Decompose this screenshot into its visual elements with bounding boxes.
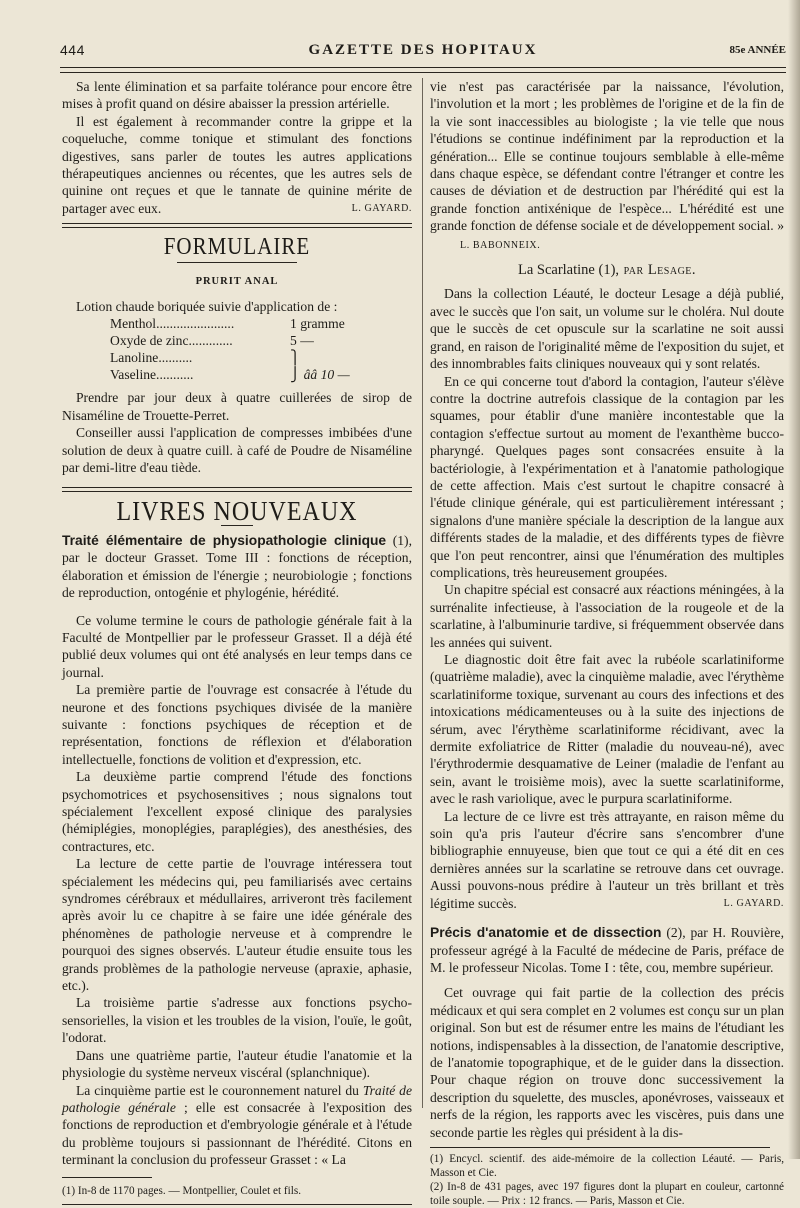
book-entry-heading: La Scarlatine (1), par Lesage. — [517, 262, 697, 279]
paragraph: Dans la collection Léauté, le docteur Lesage a déjà publié, avec le succès que l'on sait, un volume sur le choléra. Nul doute que le succès de cet opuscule sur la scarlatine ne soit aussi grand, en raison de l'originalité même de l'exposition du sujet, et des innombrables faits cliniques nouveaux qui y sont relatés. — [430, 286, 784, 372]
paragraph: La troisième partie s'adresse aux fonctions psycho-sensorielles, la vision et les troubles de la vision, l'ouïe, le goût, l'odorat. — [62, 995, 412, 1046]
footnote: (1) Encycl. scientif. des aide-mémoire de la collection Léauté. — Paris, Masson et Cie. — [430, 1152, 784, 1179]
book-title: Traité élémentaire de physiopathologie clinique — [62, 532, 387, 548]
paragraph: La première partie de l'ouvrage est consacrée à l'étude du neurone et des fonctions psychiques divisée de la manière suivante : fonctions psychiques de réception et de représentation, fonctions de réflexion et d'élaboration intellectuelle, fonctions de volition et d'expression, etc. — [62, 682, 412, 767]
prescription — [110, 315, 412, 383]
section-title-formulaire: FORMULAIRE — [163, 232, 311, 260]
subsection-title: PRURIT ANAL — [195, 275, 279, 287]
section-rule-thin — [62, 491, 412, 492]
footnote-ref: (2) — [666, 925, 683, 941]
footnote: (1) In-8 de 1170 pages. — Montpellier, Coulet et fils. — [62, 1184, 301, 1197]
paragraph: vie n'est pas caractérisée par la naissance, l'évolution, l'involution et la mort ; les problèmes de l'origine et de la fin de la vie sont inaccessibles au biologiste ; la vie telle que nous l'étudions se continue indéfiniment par la reproduction et la génération... Elle se continue toujours semblable à elle-même dans chaque espèce, se défendant contre l'étranger et contre les causes de déviation et de destruction par l'hérédité qui est la grande fonction antixénique de l'espèce... L'hérédité est une grande fonction de défense sociale et de développement social. » L. BABONNEIX. — [430, 79, 784, 251]
left-column — [62, 78, 412, 1205]
volume-year: 85e ANNÉE — [729, 44, 786, 56]
author-signature: L. GAYARD. — [723, 897, 784, 909]
paragraph: Le diagnostic doit être fait avec la rubéole scarlatiniforme (quatrième maladie), avec la cinquième maladie, avec l'érythème scarlatiniforme toxique, survenant au cours des infections et des intoxications médicamenteuses ou à la suite des injections de sérum, avec l'érythème scarlatiniforme récidivant, avec la dermite exfoliatrice de Ritter (maladie du nouveau-né), avec l'érythrodermie desquamative de Leiner (maladie de l'enfant au sein, avant le troisième mois), avec la suette scarlatiniforme, avec le rash variolique, avec le purpura scarlatiniforme. — [430, 652, 784, 807]
section-underline — [177, 262, 297, 263]
prescription-line: Lanoline.......... ⎫ — [110, 350, 301, 366]
book-entry-heading: Précis d'anatomie et de dissection (2), par H. Rouvière, professeur agrégé à la Faculté de médecine de Paris, préface de M. le professeur Nicolas. Tome I : tête, cou, membre supérieur. — [430, 925, 784, 975]
book-entry-heading: Traité élémentaire de physiopathologie clinique (1), par le docteur Grasset. Tome III : fonctions de réception, élaboration et émission de l'énergie ; neurobiologie ; fonctions de reproduction, ontogénie et phylogénie, hérédité. — [62, 532, 412, 601]
footnote: (2) In-8 de 431 pages, avec 197 figures dont la plupart en couleur, cartonné toile souple. — Prix : 12 francs. — Paris, Masson et Cie. — [430, 1180, 784, 1207]
section-rule — [62, 223, 412, 224]
paragraph: Conseiller aussi l'application de compresses imbibées d'une solution de deux à quatre cuill. à café de Poudre de Nisaméline par demi-litre d'eau tiède. — [62, 425, 412, 476]
paragraph: La lecture de ce livre est très attrayante, en raison même du soin qu'a pris l'auteur d'écrire sans s'encombrer d'une bibliographie ennuyeuse, bien que tout ce qui a été dit en ces dernières années sur la scarlatine se retrouve dans cet ouvrage. Aussi pouvons-nous prédire à l'auteur un très brillant et très légitime succès. L. GAYARD. — [430, 808, 784, 911]
column-divider — [422, 78, 423, 1108]
page-edge-shadow — [788, 0, 800, 1159]
right-column — [430, 78, 784, 1208]
author-signature: L. BABONNEIX. — [460, 239, 541, 251]
paragraph: Sa lente élimination et sa parfaite tolérance pour encore être mises à profit quand on désire abaisser la pression artérielle. — [62, 79, 412, 112]
book-title: Précis d'anatomie et de dissection — [430, 925, 662, 941]
italic-title: Traité de pathologie générale — [62, 1082, 413, 1115]
header-rule-thin — [60, 72, 786, 73]
book-title: La Scarlatine — [517, 262, 595, 279]
header-rule — [60, 67, 786, 68]
section-rule-thin — [62, 227, 412, 228]
paragraph: Il est également à recommander contre la grippe et la coqueluche, comme tonique et stimulant des fonctions digestives, sans parler de toutes les autres applications thérapeutiques anciennes ou récentes, que les autres sels de quinine ont reçues et que le tannate de quinine mérite de partager avec eux. L. GAYARD. — [62, 113, 412, 216]
prescription-line: Menthol....................... 1 gramme — [110, 316, 345, 332]
paragraph: La cinquième partie est le couronnement naturel du Traité de pathologie générale ; elle est consacrée à l'exposition des fonctions de reproduction et d'embryologie générale et à l'étude du problème toujours si passionnant de l'hérédité. Citons en terminant la conclusion du professeur Grasset : « La — [62, 1082, 413, 1168]
paragraph: La deuxième partie comprend l'étude des fonctions psychomotrices et psychosensitives ; nous signalons tout spécialement l'excellent exposé clinique des paralysies (hémiplégies, monoplégies, paraplégies), des anesthésies, des contractures, etc. — [62, 769, 412, 854]
footnote-ref: (1) — [598, 262, 616, 279]
footnote-ref: (1) — [392, 532, 409, 548]
section-rule — [62, 487, 412, 488]
bottom-rule — [62, 1204, 412, 1205]
footnote-rule — [430, 1147, 770, 1148]
page-header — [60, 42, 786, 64]
page-number: 444 — [60, 42, 85, 58]
journal-title: GAZETTE DES HOPITAUX — [308, 42, 538, 58]
prescription-line: Oxyde de zinc............. 5 — — [110, 333, 314, 349]
prescription-line: Vaseline........... ⎭ ââ 10 — — [110, 367, 350, 383]
paragraph: Un chapitre spécial est consacré aux réactions méningées, à la surrénalite infectieuse, à l'association de la rougeole et de la scarlatine, à l'albuminurie tardive, si fréquemment observée dans les années qui suivent. — [430, 582, 784, 650]
paragraph: En ce qui concerne tout d'abord la contagion, l'auteur s'élève contre la doctrine autrefois classique de la contagion par les squames, pour établir d'une manière incontestable que la contagion s'effectue surtout au moment de l'exanthème bucco-pharyngé. Quelques pages sont consacrées ensuite à la bactériologie, à l'expérimentation et à l'anatomie pathologique de cette affection. Mais c'est surtout le chapitre consacré à l'étude clinique générale, qui est particulièrement intéressant ; signalons d'une manière spéciale la description de la langue aux différents stades de la maladie, et des différents types de fièvre que l'on peut rencontrer, ainsi que l'énumération des multiples complications, très heureusement groupées. — [430, 373, 784, 580]
paragraph: Prendre par jour deux à quatre cuillerées de sirop de Nisaméline de Trouette-Perret. — [62, 390, 412, 423]
paragraph: Cet ouvrage qui fait partie de la collection des précis médicaux et qui sera complet en 2 volumes est conçu sur un plan original. Son but est de résumer entre les mains de l'étudiant les notions, indispensables à la dissection, de l'anatomie descriptive, de l'anatomie topographique, et de le guider dans la dissection. Pour chaque région on trouve donc successivement la description du squelette, des muscles, aponévroses, vaisseaux et nerfs de la région, les rapports avec les viscères, puis dans une seconde partie les règles qui président à la dis- — [430, 985, 784, 1140]
paragraph: Dans une quatrième partie, l'auteur étudie l'anatomie et la physiologie du système nerveux viscéral (splanchnique). — [62, 1047, 412, 1081]
paragraph: Ce volume termine le cours de pathologie générale fait à la Faculté de Montpellier par le professeur Grasset. Il a déjà été publié deux volumes qui ont été analysés en leur temps dans ce journal. — [62, 612, 412, 680]
section-title-livres: LIVRES NOUVEAUX — [116, 496, 358, 527]
paragraph: La lecture de cette partie de l'ouvrage intéressera tout spécialement les médecins qui, peu familiarisés avec certains syndromes cérébraux et médullaires, arriveront très facilement après avoir lu ce chapitre à se faire une idée générale des phénomènes de pathologie nerveuse et à comprendre le pourquoi des signes observés. L'auteur étudie ensuite tous les grands problèmes de la pathologie nerveuse (apraxie, aphasie, etc.). — [62, 856, 412, 994]
paragraph: Lotion chaude boriquée suivie d'application de : — [76, 299, 338, 315]
author-signature: L. GAYARD. — [351, 202, 412, 214]
footnote-rule — [62, 1177, 152, 1178]
